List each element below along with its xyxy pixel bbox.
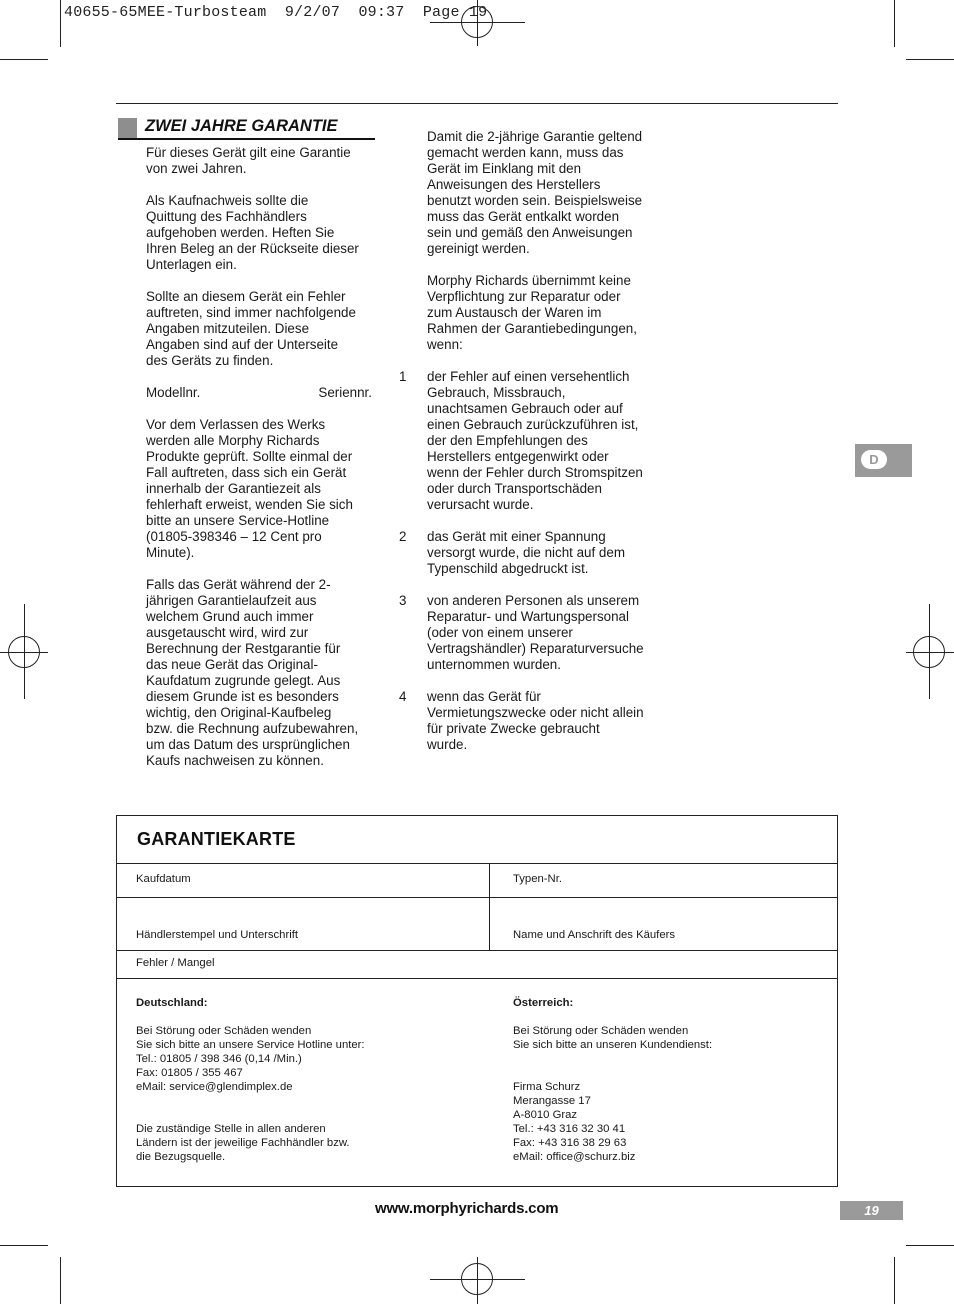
condition-item	[399, 369, 669, 513]
condition-item	[399, 593, 669, 673]
buyer-address-field: Name und Anschrift des Käufers	[513, 929, 676, 941]
paragraph: Als Kaufnachweis sollte die Quittung des Fachhändlers aufgehoben werden. Heften Sie Ihren Beleg an der Rückseite dieser Unterlagen ein.	[146, 193, 359, 272]
paragraph: Für dieses Gerät gilt eine Garantie von zwei Jahren.	[146, 145, 351, 176]
condition-item	[399, 529, 669, 577]
type-number-field: Typen-Nr.	[513, 873, 562, 885]
contact-block: Die zuständige Stelle in allen anderen Ländern ist der jeweilige Fachhändler bzw. die Bezugsquelle.	[136, 1123, 350, 1163]
crop-mark	[894, 1257, 895, 1304]
crop-mark	[906, 59, 954, 60]
heading-underline	[118, 138, 375, 140]
condition-number: 3	[399, 593, 407, 608]
warranty-card	[116, 815, 838, 1187]
left-column	[146, 145, 372, 769]
card-title: GARANTIEKARTE	[137, 829, 296, 849]
section-heading: ZWEI JAHRE GARANTIE	[145, 117, 338, 135]
contact-block: Bei Störung oder Schäden wenden Sie sich bitte an unsere Service Hotline unter: Tel.: 01805 / 398 346 (0,14 /Min.) Fax: 01805 / 355 467 eMail: service@glendimplex.de	[136, 1025, 365, 1093]
paragraph: Sollte an diesem Gerät ein Fehler auftreten, sind immer nachfolgende Angaben mitzuteilen. Diese Angaben sind auf der Unterseite des Geräts zu finden.	[146, 289, 356, 368]
paragraph: Damit die 2-jährige Garantie geltend gemacht werden kann, muss das Gerät im Einklang mit den Anweisungen des Herstellers benutzt worden sein. Beispielsweise muss das Gerät entkalkt worden sein und gemäß den Anweisungen gereinigt werden.	[427, 129, 643, 256]
condition-number: 2	[399, 529, 407, 544]
crop-mark	[0, 1245, 48, 1246]
divider	[117, 978, 837, 979]
condition-text: das Gerät mit einer Spannung versorgt wurde, die nicht auf dem Typenschild abgedruckt ist.	[427, 529, 625, 576]
dealer-stamp-field: Händlerstempel und Unterschrift	[136, 929, 298, 941]
language-tab	[855, 444, 912, 477]
condition-number: 1	[399, 369, 407, 384]
language-code: D	[861, 450, 887, 469]
website-link[interactable]: www.morphyrichards.com	[375, 1200, 559, 1217]
model-serial-row	[146, 385, 372, 401]
registration-circle	[461, 1263, 493, 1295]
registration-circle	[913, 636, 945, 668]
registration-circle	[8, 636, 40, 668]
fault-field: Fehler / Mangel	[136, 957, 215, 969]
model-label: Modellnr.	[146, 385, 201, 400]
purchase-date-field: Kaufdatum	[136, 873, 191, 885]
country-heading: Österreich:	[513, 997, 574, 1009]
condition-number: 4	[399, 689, 407, 704]
top-rule	[116, 103, 838, 104]
country-heading: Deutschland:	[136, 997, 208, 1009]
divider	[117, 897, 837, 898]
condition-text: der Fehler auf einen versehentlich Gebrauch, Missbrauch, unachtsamen Gebrauch oder auf einen Gebrauch zurückzuführen ist, der den Empfehlungen des Herstellers entgegenwirkt oder wenn der Fehler durch Stromspitzen oder durch Transportschäden verursacht wurde.	[427, 369, 643, 512]
right-column	[399, 129, 669, 769]
crop-mark	[60, 1257, 61, 1304]
heading-marker	[118, 118, 137, 138]
contact-block: Bei Störung oder Schäden wenden Sie sich bitte an unseren Kundendienst:	[513, 1025, 713, 1051]
crop-mark	[0, 59, 48, 60]
paragraph: Falls das Gerät während der 2- jährigen Garantielaufzeit aus welchem Grund auch immer ausgetauscht wird, wird zur Berechnung der Restgarantie für das neue Gerät das Original- Kaufdatum zugrunde gelegt. Aus diesem Grunde ist es besonders wichtig, den Original-Kaufbeleg bzw. die Rechnung aufzubewahren, um das Datum des ursprünglichen Kaufs nachweisen zu können.	[146, 577, 359, 768]
paragraph: Vor dem Verlassen des Werks werden alle Morphy Richards Produkte geprüft. Sollte einmal der Fall auftreten, dass sich ein Gerät innerhalb der Garantiezeit als fehlerhaft erweist, wenden Sie sich bitte an unsere Service-Hotline (01805-398346 – 12 Cent pro Minute).	[146, 417, 353, 560]
contact-germany	[136, 996, 476, 1164]
divider	[117, 950, 837, 951]
condition-text: wenn das Gerät für Vermietungszwecke oder nicht allein für private Zwecke gebraucht wurde.	[427, 689, 644, 752]
divider	[117, 863, 837, 864]
contact-austria	[513, 996, 823, 1164]
crop-mark	[906, 1245, 954, 1246]
contact-block: Firma Schurz Merangasse 17 A-8010 Graz Tel.: +43 316 32 30 41 Fax: +43 316 38 29 63 eMail: office@schurz.biz	[513, 1081, 636, 1163]
condition-text: von anderen Personen als unserem Reparatur- und Wartungspersonal (oder von einem unserer Vertragshändler) Reparaturversuche unternommen wurden.	[427, 593, 644, 672]
print-slug: 40655-65MEE-Turbosteam 9/2/07 09:37 Page 19	[64, 4, 488, 21]
condition-item	[399, 689, 669, 753]
divider	[489, 863, 490, 951]
crop-mark	[60, 0, 61, 47]
crop-mark	[894, 0, 895, 47]
paragraph: Morphy Richards übernimmt keine Verpflichtung zur Reparatur oder zum Austausch der Waren im Rahmen der Garantiebedingungen, wenn:	[427, 273, 637, 352]
serial-label: Seriennr.	[318, 385, 372, 400]
page-number: 19	[840, 1201, 903, 1220]
